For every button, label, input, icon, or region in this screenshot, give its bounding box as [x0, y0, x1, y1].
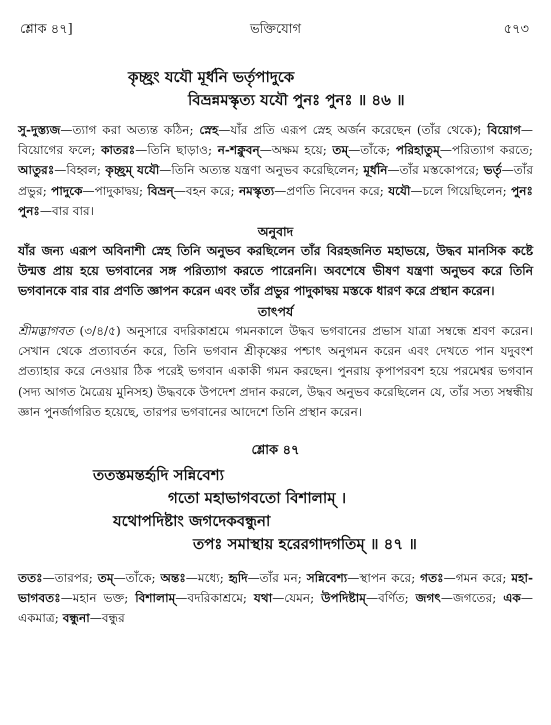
verse47-line4: তপঃ সমাস্থায় হরেরগাদগতিম্ ॥ ৪৭ ॥: [193, 535, 417, 554]
synonyms-47: [18, 568, 533, 629]
synonym-meaning: —স্থাপন করে;: [347, 571, 421, 586]
synonym-meaning: —তারপর;: [42, 571, 98, 586]
purport-body: (৩/৪/৫) অনুসারে বদরিকাশ্রমে গমনকালে উদ্ধব ভগবানের প্রভাস যাত্রা সম্বন্ধে শ্রবণ করেন। সেখান থেকে প্রত্যাবর্তন করে, তিনি ভগবান শ্রীকৃষ্ণের পশ্চাৎ অনুগমন করেন এবং দেখতে পান যদুবংশ প্রত্যাহার করে নেওয়ার ঠিক পরেই ভগবান একাকী গমন করছেন। পুনরায় কৃপাপরবশ হয়ে পরমেশ্বর ভগবান (সদ্য আগত মৈত্রেয় মুনিসহ) উদ্ধবকে উপদেশ প্রদান করলে, উদ্ধব অনুভব করেছিলেন যে, তাঁর সত্য সম্বন্ধীয় জ্ঞান পুনর্জাগরিত হয়েছে, তারপর ভগবানের আদেশে তিনি প্রস্থান করেন।: [18, 324, 533, 419]
synonym-term: যথা: [253, 591, 273, 606]
synonym-term: তম্: [332, 143, 349, 158]
synonym-meaning: —তাঁর মন;: [247, 571, 307, 586]
synonyms-46: [18, 120, 533, 221]
synonym-term: এক: [503, 591, 521, 606]
verse46-line2: বিভ্রন্নমস্কৃত্য যযৌ পুনঃ পুনঃ ॥ ৪৬ ॥: [188, 91, 405, 109]
synonym-term: বিয়োগ: [487, 123, 521, 137]
synonym-term: সু-দুস্ত্যজ: [18, 123, 61, 137]
verse46-line1: কৃচ্ছ্রং যযৌ মূর্ধনি ভর্তৃপাদুকে: [128, 68, 295, 86]
verse47-line1: ততস্তমন্তর্হৃদি সন্নিবেশ্য: [93, 466, 224, 485]
synonym-term: তম্: [97, 571, 114, 586]
header-chapter-title: ভক্তিযোগ: [249, 22, 302, 37]
translation-title: অনুবাদ: [257, 224, 294, 240]
synonym-meaning: —তাঁর প্রভুর;: [18, 163, 533, 198]
synonym-meaning: —ত্যাগ করা অত্যন্ত কঠিন;: [60, 123, 200, 137]
synonym-term: যযৌ: [388, 183, 411, 198]
synonym-meaning: —তাঁর মস্তকোপরে;: [387, 163, 484, 178]
synonym-term: গতঃ: [420, 571, 444, 586]
synonym-meaning: —একমাত্র;: [18, 591, 533, 626]
page-header: [18, 20, 533, 42]
synonym-meaning: —তিনি ছাড়াও;: [135, 143, 218, 158]
synonym-meaning: —প্রণতি নিবেদন করে;: [274, 183, 389, 198]
synonym-meaning: —বদরিকাশ্রমে;: [175, 591, 254, 606]
sloka47-title: শ্লোক ৪৭: [251, 443, 300, 459]
synonym-term: ততঃ: [18, 571, 43, 586]
synonym-meaning: —বর্ণিত;: [365, 591, 416, 606]
synonym-term: ভর্তৃ: [483, 163, 502, 178]
synonym-term: ন-শক্নুবন্: [217, 143, 260, 158]
synonym-term: অন্তঃ: [160, 571, 186, 586]
synonym-meaning: —মহান ভক্ত;: [60, 591, 136, 606]
synonym-meaning: —বহন করে;: [173, 183, 239, 198]
synonym-term: নমস্কৃত্য: [238, 183, 275, 198]
book-page: [18, 20, 533, 629]
synonym-term: সন্নিবেশ্য: [306, 571, 348, 586]
verse47-line3: যথোপদিষ্টাং জগদেকবন্ধুনা: [113, 512, 271, 531]
synonym-term: কৃচ্ছ্রম্ যযৌ: [105, 163, 160, 178]
synonym-meaning: —তিনি অত্যন্ত যন্ত্রণা অনুভব করেছিলেন;: [159, 163, 364, 178]
synonym-term: মহা-ভাগবতঃ: [18, 571, 533, 606]
synonym-term: জগৎ: [415, 591, 441, 606]
purport-source: শ্রীমদ্ভাগবত: [18, 324, 74, 339]
synonym-meaning: —বন্ধুর: [89, 611, 125, 626]
synonym-term: উপদিষ্টাম্: [321, 591, 366, 606]
header-page-number: ৫৭৩: [503, 22, 529, 37]
synonym-meaning: —যাঁর প্রতি এরূপ স্নেহ অর্জন করেছেন (তাঁর থেকে);: [218, 123, 488, 137]
synonym-meaning: —জগতের;: [440, 591, 504, 606]
synonym-meaning: —অক্ষম হয়ে;: [259, 143, 333, 158]
synonym-meaning: —মধ্যে;: [185, 571, 229, 586]
synonym-meaning: —বিয়োগের ফলে;: [18, 123, 533, 158]
synonym-term: হৃদি: [228, 571, 248, 586]
synonym-meaning: —পরিত্যাগ করতে;: [439, 143, 533, 158]
header-verse-ref: শ্লোক ৪৭]: [20, 22, 73, 37]
synonym-meaning: —বিহ্বল;: [54, 163, 106, 178]
synonym-term: পুনঃ পুনঃ: [18, 183, 533, 218]
synonym-term: বিভ্রন্: [147, 183, 174, 198]
synonym-term: পরিহাতুম্: [395, 143, 440, 158]
translation-text: যাঁর জন্য এরূপ অবিনাশী স্নেহ তিনি অনুভব করছিলেন তাঁর বিরহজনিত মহাভয়ে, উদ্ধব মানসিক কষ্টে উন্মত্ত প্রায় হয়ে ভগবানের সঙ্গ পরিত্যাগ করতে পারেননি। অবশেষে ভীষণ যন্ত্রণা অনুভব করে তিনি ভগবানকে বার বার প্রণতি জ্ঞাপন করেন এবং তাঁর প্রভুর পাদুকাদ্বয় মস্তকে ধারণ করে প্রস্থান করেন।: [18, 243, 533, 299]
purport-title: তাৎপর্য: [257, 304, 294, 320]
synonym-term: পাদুকে: [51, 183, 83, 198]
synonym-meaning: —যেমন;: [272, 591, 322, 606]
synonym-meaning: —তাঁকে;: [113, 571, 161, 586]
synonym-term: মূর্ধনি: [363, 163, 388, 178]
synonym-meaning: —গমন করে;: [443, 571, 512, 586]
synonym-meaning: —বার বার।: [39, 203, 94, 218]
verse47-line2: গতো মহাভাগবতো বিশালাম্ ।: [168, 489, 347, 508]
synonym-term: কাতরঃ: [101, 143, 136, 158]
synonym-term: বন্ধুনা: [62, 611, 90, 626]
synonym-term: বিশালাম্: [135, 591, 176, 606]
synonym-meaning: —পাদুকাদ্বয়;: [82, 183, 148, 198]
synonym-term: স্নেহ: [199, 123, 219, 137]
purport-text: [18, 321, 533, 422]
synonym-meaning: —চলে গিয়েছিলেন;: [410, 183, 512, 198]
synonym-term: আতুরঃ: [18, 163, 55, 178]
synonym-meaning: —তাঁকে;: [348, 143, 396, 158]
